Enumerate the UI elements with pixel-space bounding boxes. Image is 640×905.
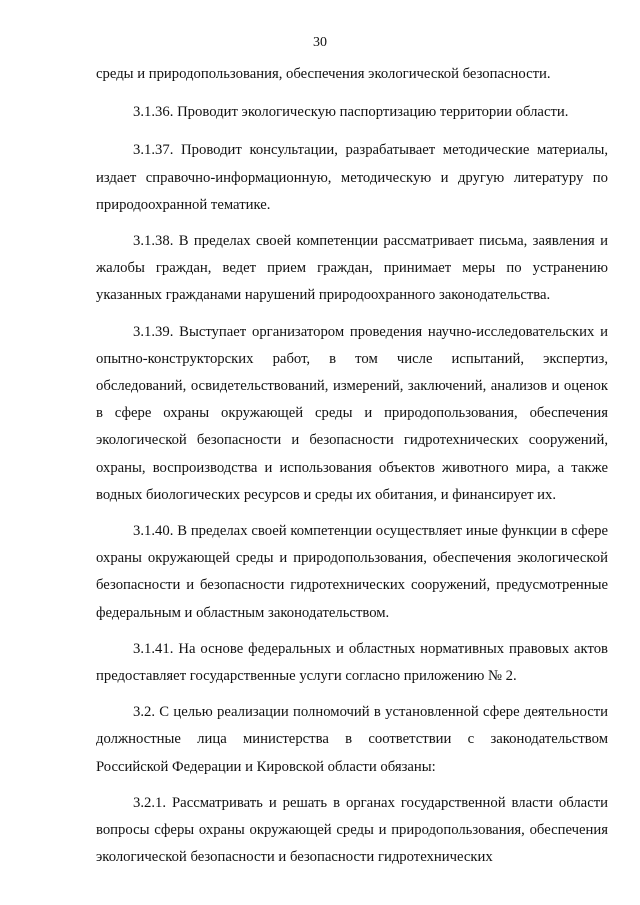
body-text	[96, 61, 608, 871]
continued-paragraph: среды и природопользования, обеспечения экологической безопасности.	[96, 66, 551, 82]
paragraph-3-2: 3.2. С целью реализации полномочий в установленной сфере деятельности должностные лица министерства в соответствии с законодательством Российской Федерации и Кировской области обязаны:	[96, 704, 608, 775]
paragraph-3-1-36: 3.1.36. Проводит экологическую паспортизацию территории области.	[133, 104, 569, 121]
page-number: 30	[313, 35, 327, 50]
paragraph-3-1-37: 3.1.37. Проводит консультации, разрабатывает методические материалы, издает справочно-информационную, методическую и другую литературу по природоохранной тематике.	[96, 142, 608, 213]
paragraph-3-1-39: 3.1.39. Выступает организатором проведения научно-исследовательских и опытно-конструкторских работ, в том числе испытаний, экспертиз, обследований, освидетельствований, измерений, заключений, анализов и оценок в сфере охраны окружающей среды и природопользования, обеспечения экологической безопасности и безопасности гидротехнических сооружений, охраны, воспроизводства и использования объектов животного мира, а также водных биологических ресурсов и среды их обитания, и финансирует их.	[96, 323, 608, 503]
paragraph-3-1-40: 3.1.40. В пределах своей компетенции осуществляет иные функции в сфере охраны окружающей среды и природопользования, обеспечения экологической безопасности и безопасности гидротехнических сооружений, предусмотренные федеральным и областным законодательством.	[96, 523, 608, 621]
paragraph-3-1-41: 3.1.41. На основе федеральных и областных нормативных правовых актов предоставляет государственные услуги согласно приложению № 2.	[96, 640, 608, 685]
paragraph-3-2-1: 3.2.1. Рассматривать и решать в органах государственной власти области вопросы сферы охраны окружающей среды и природопользования, обеспечения экологической безопасности и безопасности гидротехнических	[96, 794, 608, 866]
paragraph-3-1-38: 3.1.38. В пределах своей компетенции рассматривает письма, заявления и жалобы граждан, ведет прием граждан, принимает меры по устранению указанных гражданами нарушений природоохранного законодательства.	[96, 233, 608, 304]
